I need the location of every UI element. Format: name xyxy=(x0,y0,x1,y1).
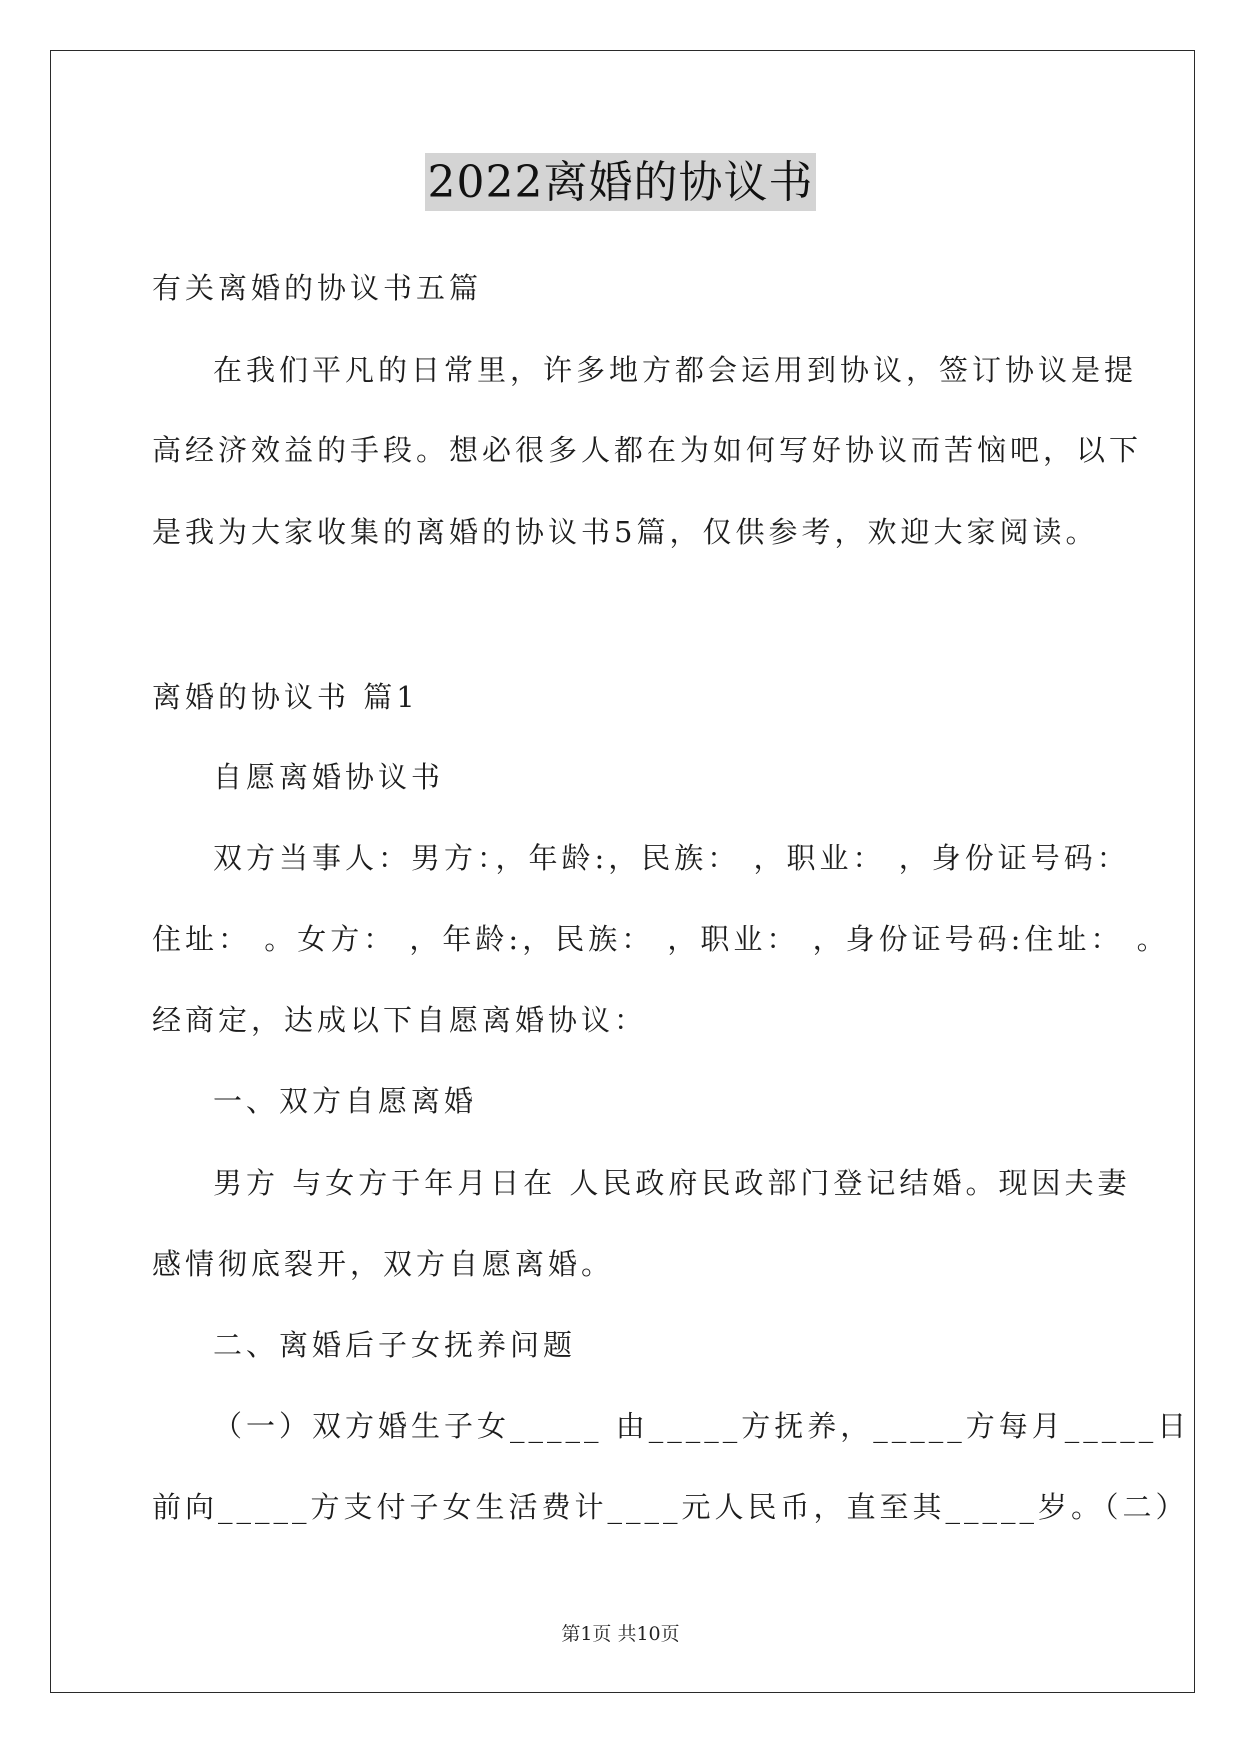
clause-1-line-2: 感情彻底裂开，双方自愿离婚。 xyxy=(152,1247,615,1281)
section-heading: 离婚的协议书 篇1 xyxy=(152,680,419,714)
parties-line-2: 住址： 。女方： ，年龄:，民族： ，职业： ，身份证号码:住址： 。 xyxy=(152,922,1170,956)
clause-2-heading: 二、离婚后子女抚养问题 xyxy=(213,1328,577,1362)
subtitle-line: 有关离婚的协议书五篇 xyxy=(152,271,483,305)
page-number: 第1页 共10页 xyxy=(561,1623,680,1645)
agreement-title: 自愿离婚协议书 xyxy=(213,760,445,794)
clause-2-line-1: （一）双方婚生子女_____ 由_____方抚养，_____方每月_____日 xyxy=(213,1409,1191,1443)
clause-2-line-2: 前向_____方支付子女生活费计____元人民币，直至其_____岁。（二） xyxy=(152,1490,1189,1524)
clause-1-heading: 一、双方自愿离婚 xyxy=(213,1084,478,1118)
intro-line-3: 是我为大家收集的离婚的协议书5篇，仅供参考，欢迎大家阅读。 xyxy=(152,515,1099,549)
document-title: 2022离婚的协议书 xyxy=(425,153,817,211)
intro-line-1: 在我们平凡的日常里，许多地方都会运用到协议，签订协议是提 xyxy=(213,353,1138,387)
intro-line-2: 高经济效益的手段。想必很多人都在为如何写好协议而苦恼吧，以下 xyxy=(152,433,1143,467)
agreement-line: 经商定，达成以下自愿离婚协议： xyxy=(152,1003,648,1037)
clause-1-line-1: 男方 与女方于年月日在 人民政府民政部门登记结婚。现因夫妻 xyxy=(213,1166,1131,1200)
parties-line-1: 双方当事人：男方：，年龄:，民族： ，职业： ，身份证号码： xyxy=(213,841,1130,875)
title-container xyxy=(0,153,1241,211)
